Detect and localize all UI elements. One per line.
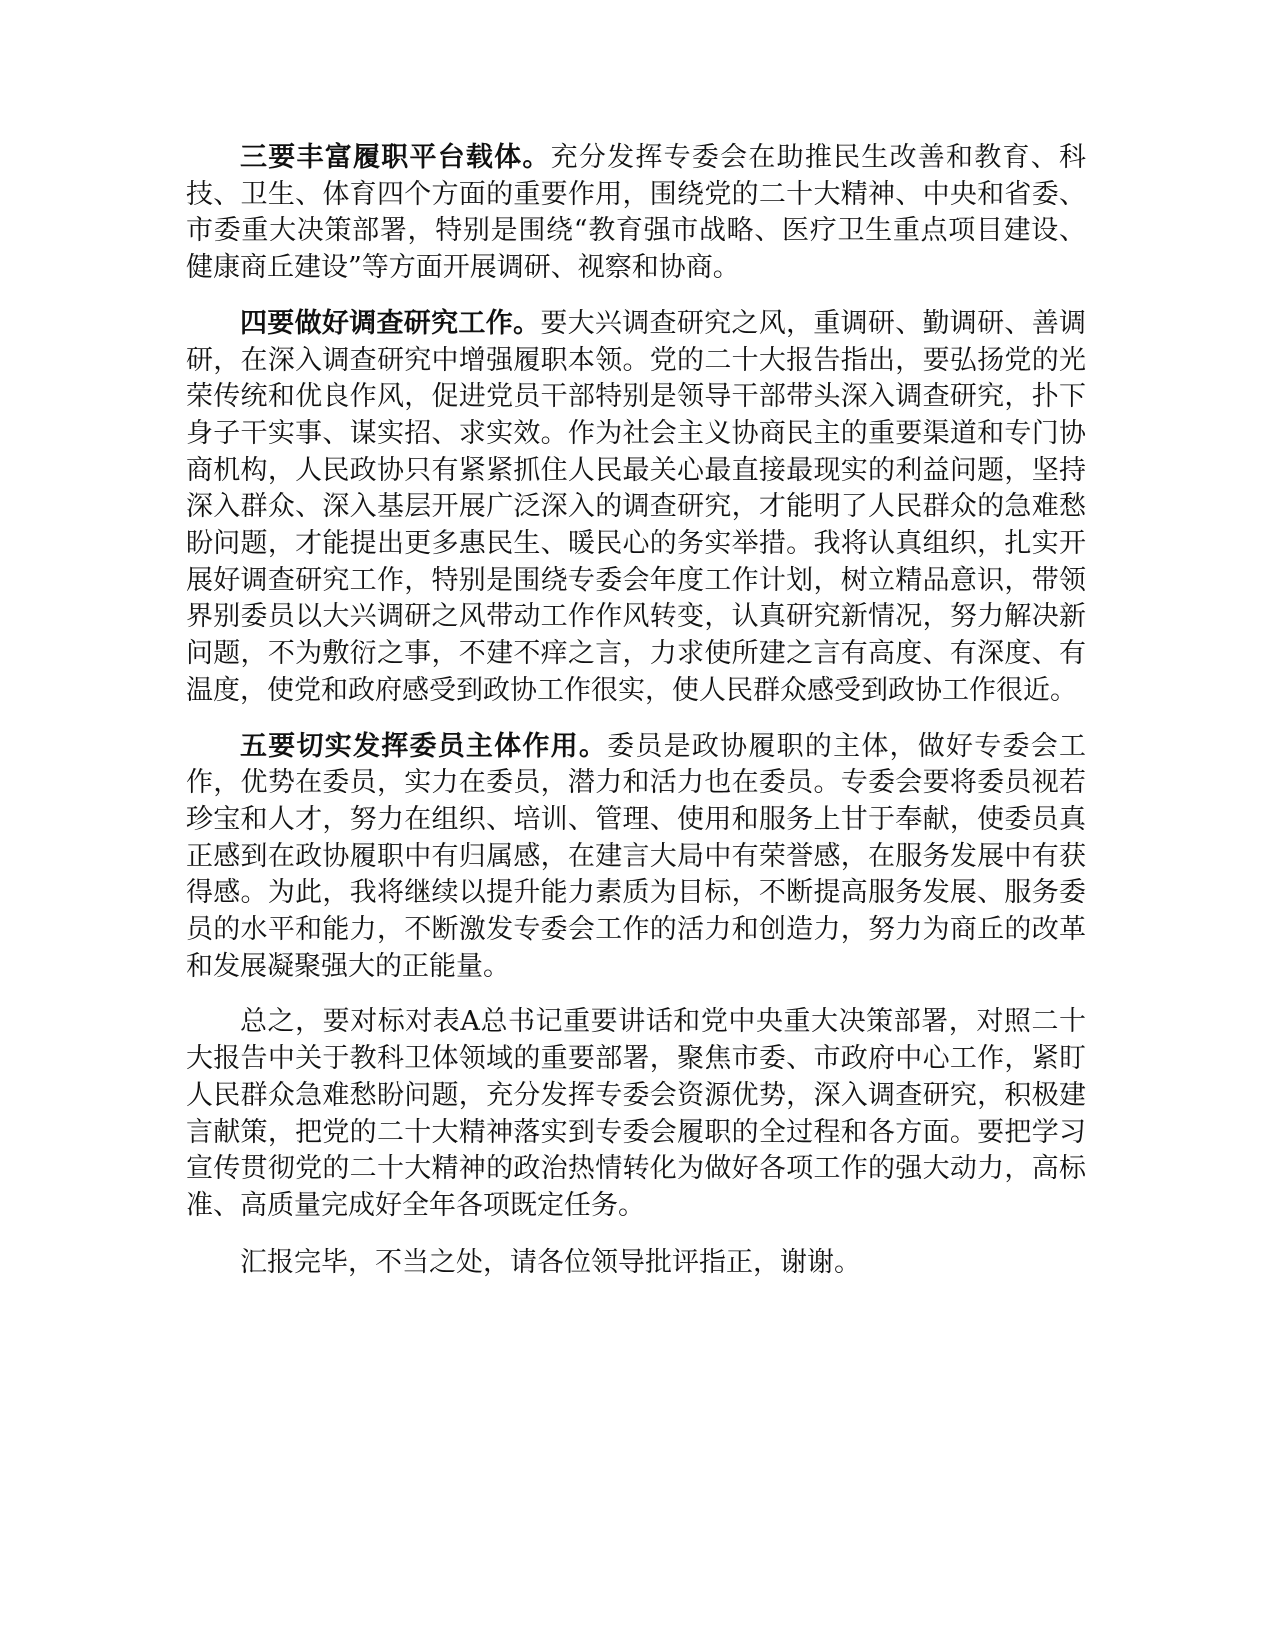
paragraph-heading: 五要切实发挥委员主体作用。 xyxy=(240,730,608,762)
paragraph-text: 充分发挥专委会在助推民生改善和教育、科技、卫生、体育四个方面的重要作用，围绕党的二十大精神、中央和省委、市委重大决策部署，特别是围绕“教育强市战略、医疗卫生重点项目建设、健康商丘建设”等方面开展调研、视察和协商。 xyxy=(186,142,1087,284)
paragraph-heading: 四要做好调查研究工作。 xyxy=(240,307,541,339)
paragraph-text: 委员是政协履职的主体，做好专委会工作，优势在委员，实力在委员，潜力和活力也在委员。专委会要将委员视若珍宝和人才，努力在组织、培训、管理、使用和服务上甘于奉献，使委员真正感到在政协履职中有归属感，在建言大局中有荣誉感，在服务发展中有获得感。为此，我将继续以提升能力素质为目标，不断提高服务发展、服务委员的水平和能力，不断激发专委会工作的活力和创造力，努力为商丘的改革和发展凝聚强大的正能量。 xyxy=(186,730,1087,982)
paragraph-members xyxy=(186,729,1086,986)
paragraph-heading: 三要丰富履职平台载体。 xyxy=(240,142,551,173)
paragraph-text: 要大兴调查研究之风，重调研、勤调研、善调研，在深入调查研究中增强履职本领。党的二十大报告指出，要弘扬党的光荣传统和优良作风，促进党员干部特别是领导干部带头深入调查研究，扑下身子干实事、谋实招、求实效。作为社会主义协商民主的重要渠道和专门协商机构，人民政协只有紧紧抓住人民最关心最直接最现实的利益问题，坚持深入群众、深入基层开展广泛深入的调查研究，才能明了人民群众的急难愁盼问题，才能提出更多惠民生、暖民心的务实举措。我将认真组织，扎实开展好调查研究工作，特别是围绕专委会年度工作计划，树立精品意识，带领界别委员以大兴调研之风带动工作作风转变，认真研究新情况，努力解决新问题，不为敷衍之事，不建不痒之言，力求使所建之言有高度、有深度、有温度，使党和政府感受到政协工作很实，使人民群众感受到政协工作很近。 xyxy=(186,307,1087,706)
document-body xyxy=(186,140,1086,1298)
paragraph-text: 总之，要对标对表A总书记重要讲话和党中央重大决策部署，对照二十大报告中关于教科卫体领域的重要部署，聚焦市委、市政府中心工作，紧盯人民群众急难愁盼问题，充分发挥专委会资源优势，深入调查研究，积极建言献策，把党的二十大精神落实到专委会履职的全过程和各方面。要把学习宣传贯彻党的二十大精神的政治热情转化为做好各项工作的强大动力，高标准、高质量完成好全年各项既定任务。 xyxy=(186,1006,1086,1221)
paragraph-text: 汇报完毕，不当之处，请各位领导批评指正，谢谢。 xyxy=(240,1246,861,1278)
paragraph-platform xyxy=(186,140,1086,287)
paragraph-research xyxy=(186,306,1086,710)
paragraph-closing xyxy=(186,1245,1086,1282)
paragraph-summary xyxy=(186,1004,1086,1224)
